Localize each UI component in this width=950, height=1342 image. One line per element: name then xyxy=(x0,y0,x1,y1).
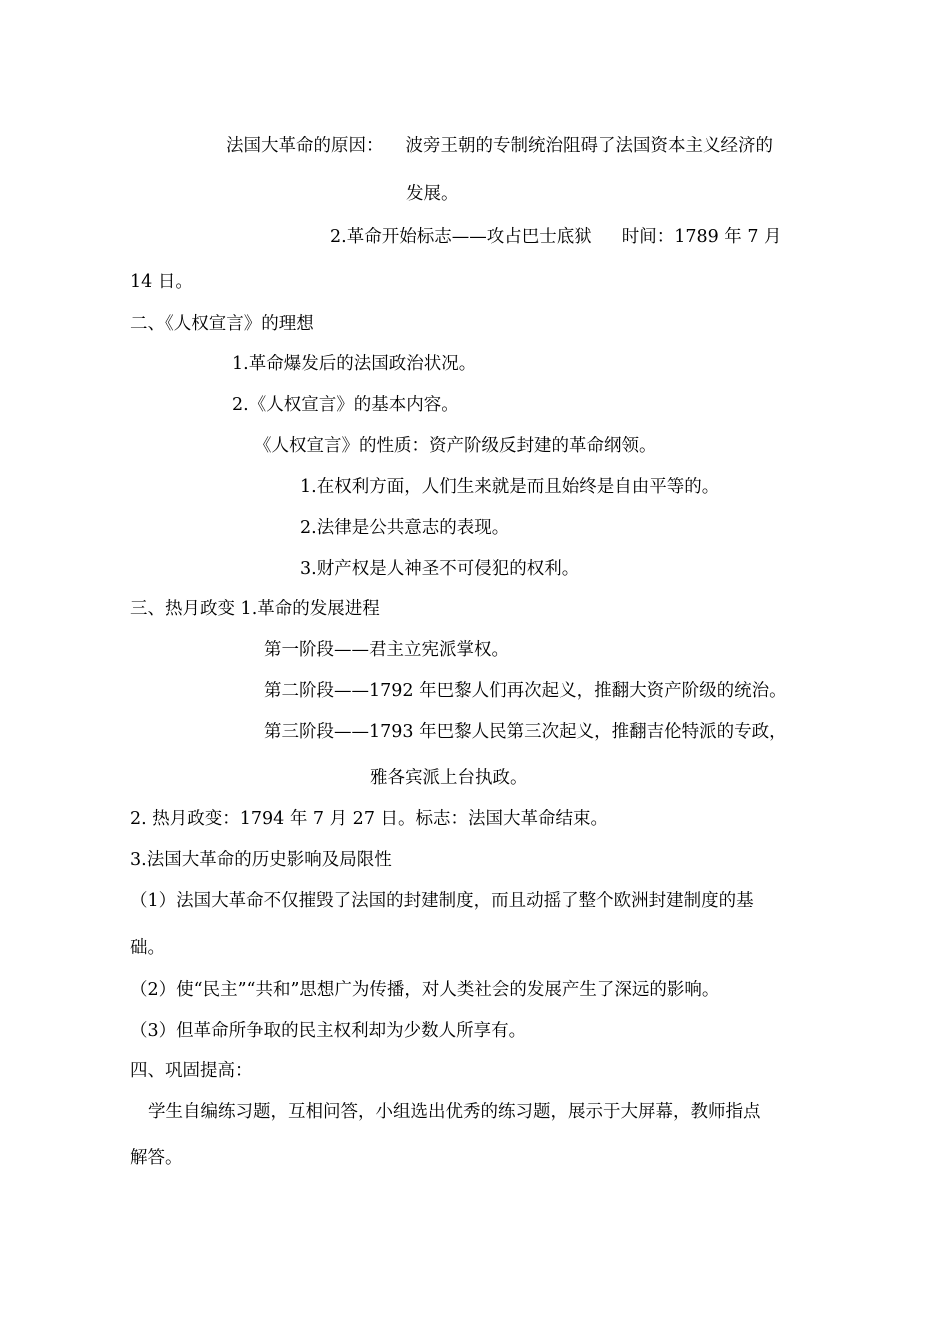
section-2-heading: 二、《人权宣言》的理想 xyxy=(130,314,314,334)
declaration-point-2: 2.法律是公共意志的表现。 xyxy=(300,518,510,538)
start-time: 时间：1789 年 7 月 xyxy=(621,227,782,247)
impact-2: （2）使“民主”“共和”思想广为传播，对人类社会的发展产生了深远的影响。 xyxy=(130,980,720,1000)
declaration-nature: 《人权宣言》的性质：资产阶级反封建的革命纲领。 xyxy=(254,436,657,456)
impact-3: （3）但革命所争取的民主权利却为少数人所享有。 xyxy=(130,1021,527,1041)
cause-label: 法国大革命的原因： xyxy=(226,136,384,156)
stage-3: 第三阶段——1793 年巴黎人民第三次起义，推翻吉伦特派的专政， xyxy=(264,722,787,742)
stage-3-continuation: 雅各宾派上台执政。 xyxy=(370,768,528,788)
start-line xyxy=(330,225,782,249)
impact-1-continuation: 础。 xyxy=(130,938,165,958)
stage-1: 第一阶段——君主立宪派掌权。 xyxy=(264,640,509,660)
impact-heading: 3.法国大革命的历史影响及局限性 xyxy=(130,850,392,870)
section-2-item-2: 2.《人权宣言》的基本内容。 xyxy=(232,395,459,415)
section-2-item-1: 1.革命爆发后的法国政治状况。 xyxy=(232,354,477,374)
section-3-heading: 三、热月政变 1.革命的发展进程 xyxy=(130,599,380,619)
section-4-heading: 四、巩固提高： xyxy=(130,1061,253,1081)
section-4-continuation: 解答。 xyxy=(130,1148,183,1168)
cause-text: 波旁王朝的专制统治阻碍了法国资本主义经济的 xyxy=(405,136,773,156)
thermidor-line: 2. 热月政变：1794 年 7 月 27 日。标志：法国大革命结束。 xyxy=(130,809,609,829)
start-day: 14 日。 xyxy=(130,272,193,292)
start-sign: 2.革命开始标志——攻占巴士底狱 xyxy=(330,227,592,247)
impact-1: （1）法国大革命不仅摧毁了法国的封建制度，而且动摇了整个欧洲封建制度的基 xyxy=(130,891,754,911)
section-4-text: 学生自编练习题，互相问答，小组选出优秀的练习题，展示于大屏幕，教师指点 xyxy=(148,1102,761,1122)
cause-continuation: 发展。 xyxy=(406,184,459,204)
cause-line xyxy=(226,134,773,158)
stage-2: 第二阶段——1792 年巴黎人们再次起义，推翻大资产阶级的统治。 xyxy=(264,681,787,701)
declaration-point-1: 1.在权利方面，人们生来就是而且始终是自由平等的。 xyxy=(300,477,720,497)
declaration-point-3: 3.财产权是人神圣不可侵犯的权利。 xyxy=(300,559,580,579)
